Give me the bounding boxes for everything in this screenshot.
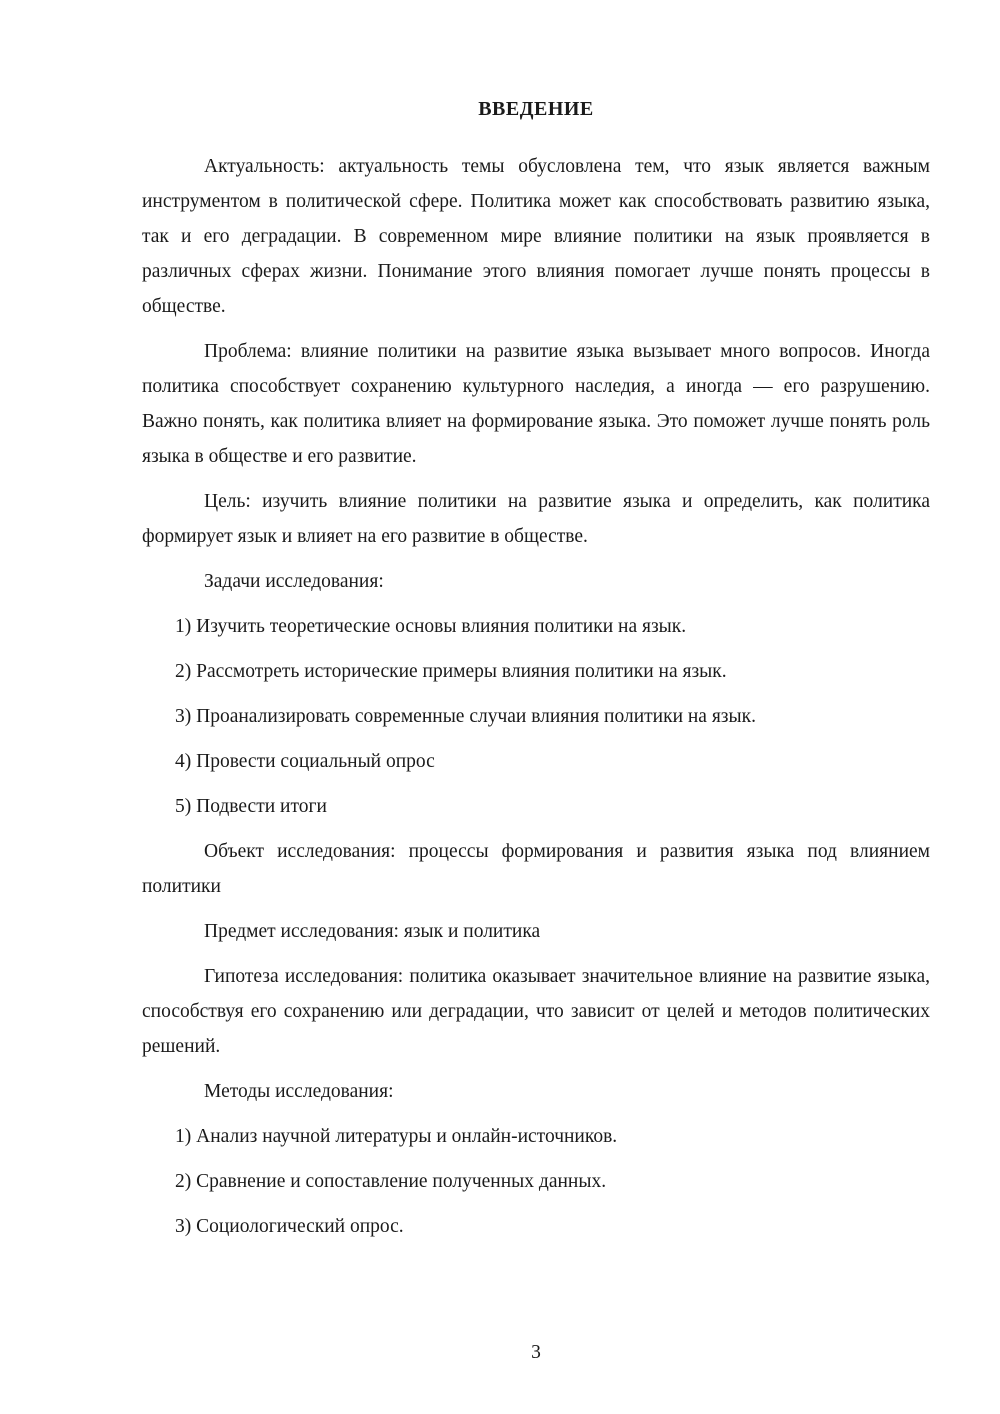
paragraph-goal: Цель: изучить влияние политики на развитие языка и определить, как политика формирует язык и влияет на его развитие в обществе. <box>142 491 930 547</box>
paragraph-relevance: Актуальность: актуальность темы обусловлена тем, что язык является важным инструментом в политической сфере. Политика может как способствовать развитию языка, так и его деградации. В современном мире влияние политики на язык проявляется в различных сферах жизни. Понимание этого влияния помогает лучше понять процессы в обществе. <box>142 156 930 317</box>
page-number: 3 <box>531 1342 541 1363</box>
paragraph-subject: Предмет исследования: язык и политика <box>204 921 541 942</box>
task-item-4: 4) Провести социальный опрос <box>175 751 435 772</box>
page-title: ВВЕДЕНИЕ <box>478 98 594 120</box>
task-item-1: 1) Изучить теоретические основы влияния политики на язык. <box>175 616 687 637</box>
paragraph-object: Объект исследования: процессы формирования и развития языка под влиянием политики <box>142 841 930 897</box>
paragraph-problem: Проблема: влияние политики на развитие языка вызывает много вопросов. Иногда политика способствует сохранению культурного наследия, а иногда — его разрушению. Важно понять, как политика влияет на формирование языка. Это поможет лучше понять роль языка в обществе и его развитие. <box>142 341 930 467</box>
task-item-5: 5) Подвести итоги <box>175 796 327 817</box>
methods-heading: Методы исследования: <box>204 1081 394 1102</box>
paragraph-hypothesis: Гипотеза исследования: политика оказывает значительное влияние на развитие языка, способствуя его сохранению или деградации, что зависит от целей и методов политических решений. <box>142 966 930 1057</box>
tasks-heading: Задачи исследования: <box>204 571 384 592</box>
method-item-2: 2) Сравнение и сопоставление полученных данных. <box>175 1171 607 1192</box>
method-item-3: 3) Социологический опрос. <box>175 1216 404 1237</box>
method-item-1: 1) Анализ научной литературы и онлайн-источников. <box>175 1126 618 1147</box>
task-item-3: 3) Проанализировать современные случаи влияния политики на язык. <box>175 706 756 727</box>
task-item-2: 2) Рассмотреть исторические примеры влияния политики на язык. <box>175 661 727 682</box>
